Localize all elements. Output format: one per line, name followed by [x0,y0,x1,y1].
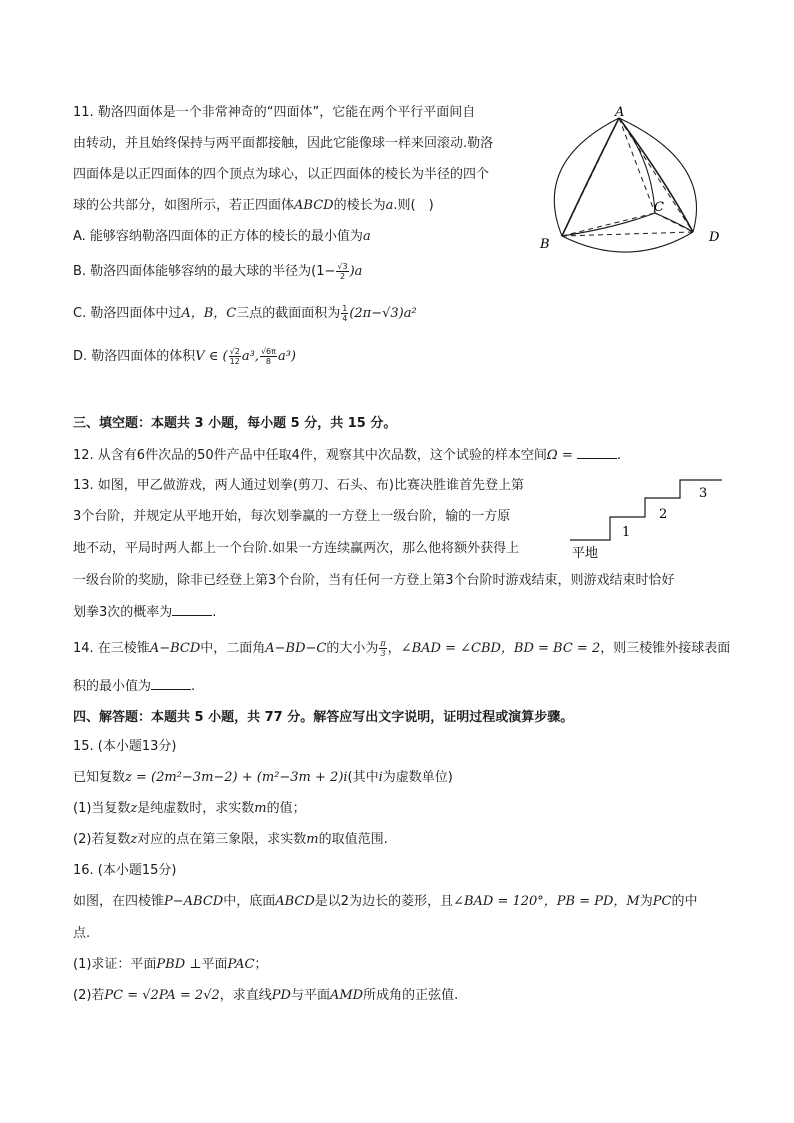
stairs-ground-label: 平地 [572,546,599,561]
q16-statement: 如图，在四棱锥P−ABCD中，底面ABCD是以2为边长的菱形，且∠BAD = 120°，PB = PD，M为PC的中 [73,894,698,909]
stairs-figure [562,474,732,566]
q13-line5: 划拳3次的概率为 . [73,605,217,620]
vertex-label-d: D [709,230,720,245]
vertex-label-a: A [615,105,625,120]
q11-option-a: A. 能够容纳勒洛四面体的正方体的棱长的最小值为a [73,229,371,244]
q14-answer-blank [151,677,191,690]
q11-option-d: D. 勒洛四面体的体积V ∈ ( $\frac{√2}{12}$ a³, $\frac{√6\pi}{8}$ a³) [73,347,296,366]
q13-line2: 3个台阶，并规定从平地开始，每次划拳赢的一方登上一级台阶，输的一方原 [73,509,511,524]
q12-text: 12. 从含有6件次品的50件产品中任取4件，观察其中次品数，这个试验的样本空间Ω = . [73,448,621,463]
q16-heading: 16. (本小题15分) [73,863,177,878]
vertex-label-c: C [654,200,664,215]
vertex-label-b: B [540,237,550,252]
stairs-step-3-label: 3 [699,486,708,501]
q15-part-2: (2)若复数z对应的点在第三象限，求实数m的取值范围. [73,832,388,847]
section-3-heading: 三、填空题：本题共 3 小题，每小题 5 分，共 15 分。 [73,416,397,431]
q13-line1: 13. 如图，甲乙做游戏，两人通过划拳(剪刀、石头、布)比赛决胜谁首先登上第 [73,478,524,493]
outer-arc-left [554,118,619,236]
q14-line1: 14. 在三棱锥A−BCD中，二面角A−BD−C的大小为 $\frac{\pi}{3}$ ，∠BAD = ∠CBD，BD = BC = 2，则三棱锥外接球表面 [73,639,731,658]
q16-part-2: (2)若PC = √2PA = 2√2，求直线PD与平面AMD所成角的正弦值. [73,988,459,1003]
q11-option-b: B. 勒洛四面体能够容纳的最大球的半径为(1− $\frac{√3}{2}$ )a [73,262,363,281]
q15-heading: 15. (本小题13分) [73,739,177,754]
edge-bc [562,213,655,236]
q13-line4: 一级台阶的奖励，除非已经登上第3个台阶，当有任何一方登上第3个台阶时游戏结束，则游戏结束时恰好 [73,573,675,588]
reuleaux-tetrahedron-figure [530,100,730,260]
q11-line4: 球的公共部分，如图所示，若正四面体ABCD的棱长为a.则( ) [73,198,434,213]
q15-statement: 已知复数z = (2m²−3m−2) + (m²−3m + 2)i(其中i为虚数单位) [73,770,453,785]
stairs-step-2-label: 2 [659,507,668,522]
q11-option-c: C. 勒洛四面体中过A，B，C三点的截面面积为 $\frac{1}{4}$ (2π−√3)a² [73,304,417,323]
q14-line2: 积的最小值为 . [73,679,196,694]
section-4-heading: 四、解答题：本题共 5 小题，共 77 分。解答应写出文字说明，证明过程或演算步骤。 [73,710,574,725]
q11-line1: 11. 勒洛四面体是一个非常神奇的“四面体”，它能在两个平行平面间自 [73,105,476,120]
stairs-step-1-label: 1 [622,525,631,540]
q12-answer-blank [577,446,617,459]
q15-part-1: (1)当复数z是纯虚数时，求实数m的值； [73,801,306,816]
q13-line3: 地不动，平局时两人都上一个台阶.如果一方连续赢两次，那么他将额外获得上 [73,541,520,556]
q16-part-1: (1)求证：平面PBD ⊥平面PAC； [73,957,268,972]
q13-answer-blank [172,603,212,616]
q16-statement-cont: 点. [73,926,91,941]
q11-line2: 由转动，并且始终保持与两平面都接触，因此它能像球一样来回滚动.勒洛 [73,136,494,151]
q11-line3: 四面体是以正四面体的四个顶点为球心，以正四面体的棱长为半径的四个 [73,167,490,182]
